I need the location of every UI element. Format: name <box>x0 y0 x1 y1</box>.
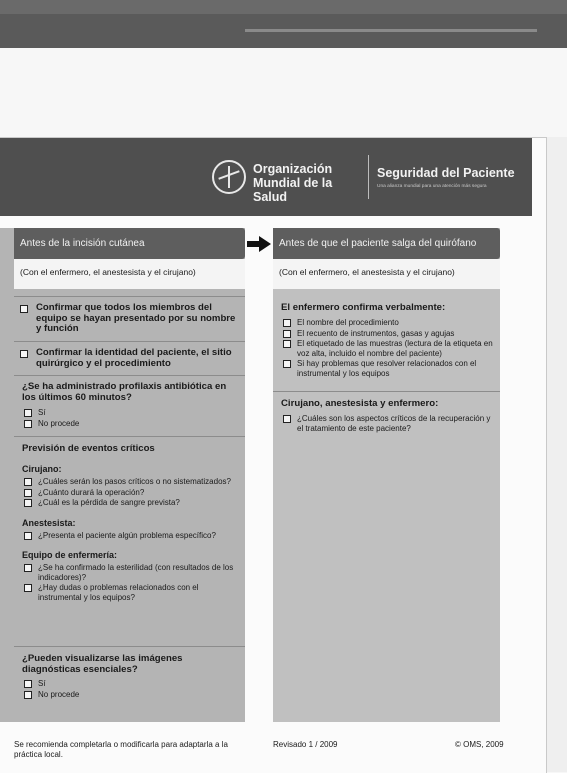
checkbox[interactable] <box>24 499 32 507</box>
checkbox[interactable] <box>24 680 32 688</box>
top-bar-shade <box>0 0 567 14</box>
checklist-item <box>281 414 494 433</box>
item-text: ¿Se ha confirmado la esterilidad (con resultados de los indicadores)? <box>38 563 234 582</box>
checklist-item <box>281 318 494 328</box>
checkbox[interactable] <box>24 489 32 497</box>
checklist-item <box>22 498 239 508</box>
safety-title: Seguridad del Paciente <box>377 166 515 180</box>
nurse-confirms-heading: El enfermero confirma verbalmente: <box>281 302 446 313</box>
team-heading: Cirujano, anestesista y enfermero: <box>281 398 439 409</box>
checkbox[interactable] <box>283 319 291 327</box>
checklist-item <box>22 679 239 689</box>
checklist-item <box>14 348 239 369</box>
tab-before-leaving: Antes de que el paciente salga del quirófano <box>273 228 500 259</box>
right-margin <box>546 137 567 772</box>
checklist-item <box>281 359 494 378</box>
checkbox[interactable] <box>20 305 28 313</box>
checklist-item <box>22 690 239 700</box>
checkbox[interactable] <box>283 340 291 348</box>
item-text: ¿Presenta el paciente algún problema específico? <box>38 530 216 540</box>
footer-copyright: © OMS, 2009 <box>455 740 504 749</box>
prophylaxis-question: ¿Se ha administrado profilaxis antibiótica en los últimos 60 minutos? <box>22 381 227 403</box>
checklist-item <box>22 477 239 487</box>
item-text: ¿Cuáles serán los pasos críticos o no sistematizados? <box>38 477 231 486</box>
item-text: ¿Cuál es la pérdida de sangre prevista? <box>38 498 180 507</box>
checkbox[interactable] <box>283 330 291 338</box>
confirm-team-text: Confirmar que todos los miembros del equipo se hayan presentado por su nombre y función <box>36 302 236 334</box>
section-team <box>14 296 245 340</box>
checkbox[interactable] <box>24 409 32 417</box>
section-identity <box>14 341 245 375</box>
item-text: El nombre del procedimiento <box>297 318 399 327</box>
item-text: ¿Cuánto durará la operación? <box>38 487 145 497</box>
option-label: No procede <box>38 418 80 428</box>
checklist-item <box>14 303 239 335</box>
checkbox[interactable] <box>283 360 291 368</box>
checklist-item <box>22 408 239 418</box>
safety-subtitle: Una alianza mundial para una atención más segura <box>377 184 487 189</box>
participants-note: (Con el enfermero, el anestesista y el cirujano) <box>273 259 500 289</box>
item-text: El recuento de instrumentos, gasas y agujas <box>297 328 455 338</box>
top-bar <box>0 0 567 48</box>
section-team-review <box>273 391 500 451</box>
option-label: No procede <box>38 689 80 699</box>
item-text: El etiquetado de las muestras (lectura de la etiqueta en voz alta, incluido el nombre del paciente) <box>297 339 493 358</box>
checklist-item <box>22 488 239 498</box>
critical-events-heading: Previsión de eventos críticos <box>22 443 155 454</box>
checklist-item <box>22 531 239 541</box>
checkbox[interactable] <box>24 584 32 592</box>
footer-recommendation: Se recomienda completarla o modificarla para adaptarla a la práctica local. <box>14 740 228 759</box>
checklist-item <box>22 563 239 582</box>
checkbox[interactable] <box>20 350 28 358</box>
participants-note: (Con el enfermero, el anestesista y el cirujano) <box>14 259 245 289</box>
surgeon-label: Cirujano: <box>22 464 62 474</box>
top-bar-line <box>245 29 537 32</box>
item-text: ¿Hay dudas o problemas relacionados con el instrumental y los equipos? <box>38 583 199 602</box>
nursing-label: Equipo de enfermería: <box>22 550 118 560</box>
arrow-right-icon <box>259 236 271 252</box>
org-name: Organización Mundial de la Salud <box>253 162 333 204</box>
anesthetist-label: Anestesista: <box>22 517 76 528</box>
footer-revised: Revisado 1 / 2009 <box>273 740 338 749</box>
who-emblem-icon <box>212 160 246 194</box>
option-label: Sí <box>38 408 46 417</box>
item-text: Si hay problemas que resolver relacionados con el instrumental y los equipos <box>297 359 477 378</box>
checkbox[interactable] <box>24 691 32 699</box>
item-text: ¿Cuáles son los aspectos críticos de la recuperación y el tratamiento de este paciente? <box>297 414 491 433</box>
checkbox[interactable] <box>283 415 291 423</box>
option-label: Sí <box>38 679 46 688</box>
header-divider <box>368 155 369 199</box>
section-nurse-confirms <box>273 296 500 391</box>
section-imaging <box>14 646 245 722</box>
confirm-identity-text: Confirmar la identidad del paciente, el sitio quirúrgico y el procedimiento <box>36 347 232 369</box>
section-prophylaxis <box>14 375 245 435</box>
checklist-item <box>281 339 494 358</box>
checkbox[interactable] <box>24 420 32 428</box>
checkbox[interactable] <box>24 478 32 486</box>
checklist-item <box>22 583 239 602</box>
checklist-item <box>22 419 239 429</box>
imaging-question: ¿Pueden visualizarse las imágenes diagnósticas esenciales? <box>22 653 183 675</box>
page-header <box>0 138 532 216</box>
checkbox[interactable] <box>24 532 32 540</box>
checklist-item <box>281 329 494 339</box>
checkbox[interactable] <box>24 564 32 572</box>
section-critical-events <box>14 436 245 646</box>
tab-before-incision: Antes de la incisión cutánea <box>14 228 245 259</box>
